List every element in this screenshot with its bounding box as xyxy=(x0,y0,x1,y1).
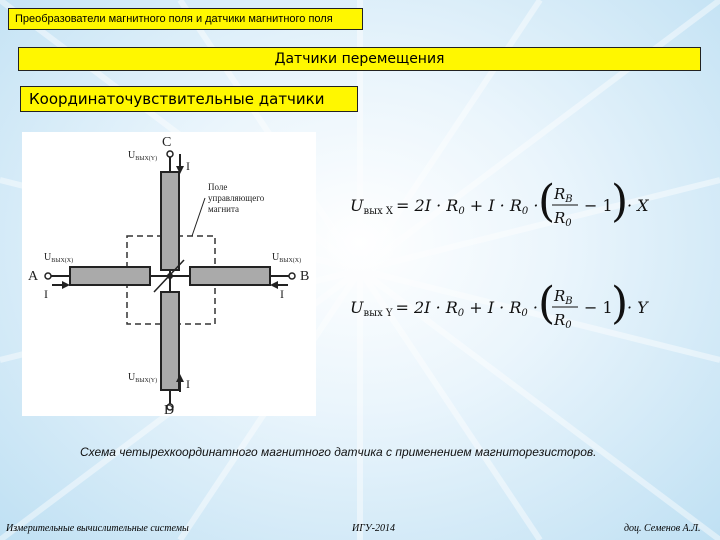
terminal-c-label: C xyxy=(162,135,172,150)
current-top-label: I xyxy=(186,159,190,173)
uout-right-label: U xyxy=(272,252,280,263)
svg-text:R0: $R_0$ xyxy=(554,311,572,331)
uout-left-sub: ВЫХ(X) xyxy=(51,258,74,264)
uout-right-sub: ВЫХ(X) xyxy=(279,258,302,264)
svg-text:− 1: − 1 xyxy=(584,196,613,215)
figure-caption: Схема четырехкоординатного магнитного датчика с применением магниторезисторов. xyxy=(80,445,597,459)
top-magnetoresistor xyxy=(161,172,179,270)
current-arrow-right xyxy=(270,281,278,289)
svg-text:(: ( xyxy=(538,280,556,329)
svg-text:− 1: − 1 xyxy=(584,298,613,317)
svg-text:UВЫХ(X) xyxy=(272,252,301,264)
formula-x xyxy=(350,178,650,238)
svg-text:Uвых Y= 2I · R0 + I · R0 ·: Uвых Y = 2I · R0 + I · R0 · xyxy=(350,298,538,319)
right-magnetoresistor xyxy=(190,267,270,285)
slide-topic: Преобразователи магнитного поля и датчики магнитного поля xyxy=(8,8,363,30)
current-bottom-label: I xyxy=(186,377,190,391)
footer-author: доц. Семенов А.Л. xyxy=(624,523,701,534)
slide-title: Датчики перемещения xyxy=(18,47,701,71)
svg-text:(: ( xyxy=(538,178,556,227)
svg-text:· Y: · Y xyxy=(627,298,648,317)
field-note-line2: управляющего xyxy=(208,193,265,203)
terminal-d-label: D xyxy=(164,403,175,416)
terminal-b-label: B xyxy=(300,269,310,284)
uout-bottom-sub: ВЫХ(Y) xyxy=(135,378,158,384)
svg-text:RB: $R_B$ xyxy=(554,185,573,205)
footer-university: ИГУ-2014 xyxy=(352,523,395,534)
svg-text:R0: $R_0$ xyxy=(554,209,572,229)
field-note-line1: Поле xyxy=(208,182,228,192)
svg-text:· X: · X xyxy=(627,196,649,215)
svg-text:): ) xyxy=(611,178,629,227)
field-note-line3: магнита xyxy=(208,204,239,214)
sensor-diagram xyxy=(22,132,316,416)
svg-text:UВЫХ(X) xyxy=(44,252,73,264)
svg-text:Uвых X= 2I · R0 + I · R0 ·: Uвых X = 2I · R0 + I · R0 · xyxy=(350,196,539,217)
terminal-a-label: A xyxy=(28,269,39,284)
uout-bottom-label: U xyxy=(128,372,136,383)
uout-top-label: U xyxy=(128,150,136,161)
current-arrow-left xyxy=(62,281,70,289)
footer-course: Измерительные вычислительные системы xyxy=(6,523,189,534)
left-magnetoresistor xyxy=(70,267,150,285)
bottom-magnetoresistor xyxy=(161,292,179,390)
uout-left-label: U xyxy=(44,252,52,263)
svg-text:RB: $R_B$ xyxy=(554,287,573,307)
formula-y xyxy=(350,280,650,340)
svg-text:UВЫХ(Y) xyxy=(128,150,157,162)
current-right-label: I xyxy=(280,287,284,301)
uout-top-sub: ВЫХ(Y) xyxy=(135,156,158,162)
svg-text:): ) xyxy=(611,280,629,329)
svg-text:UВЫХ(Y) xyxy=(128,372,157,384)
slide-subtitle: Координаточувствительные датчики xyxy=(20,86,358,112)
current-left-label: I xyxy=(44,287,48,301)
